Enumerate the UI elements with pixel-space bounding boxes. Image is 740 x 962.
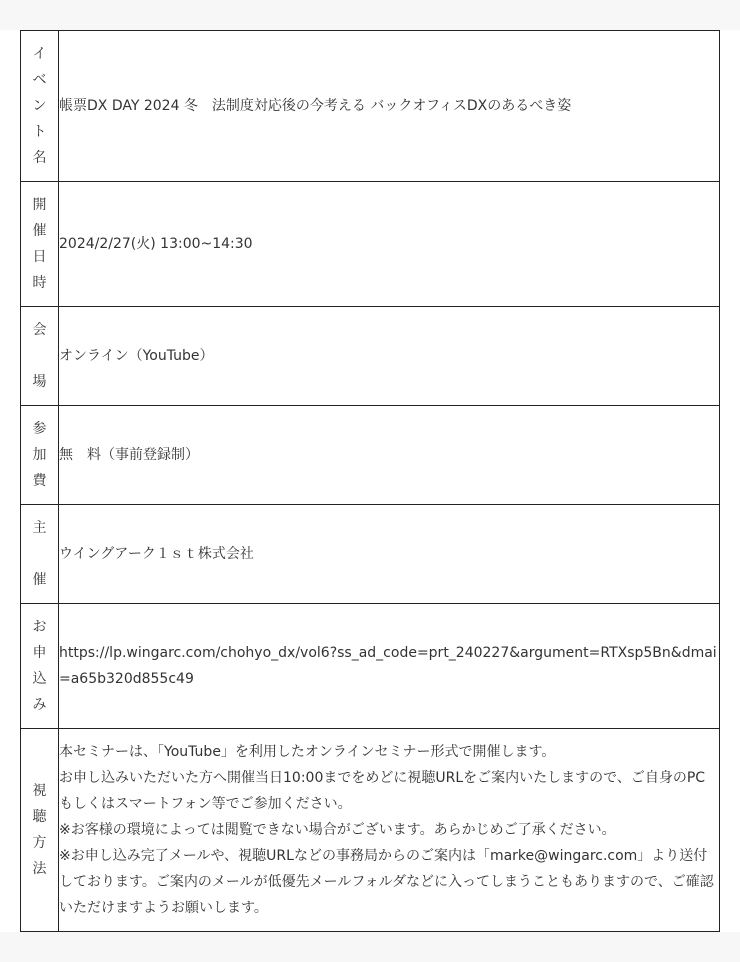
label-char: お xyxy=(32,619,47,635)
label-char: ト xyxy=(32,124,47,140)
label-char: 主 xyxy=(32,520,47,536)
venue-value: オンライン（YouTube） xyxy=(59,307,720,406)
row-label-application xyxy=(21,604,59,729)
viewing-paragraph: お申し込みいただいた方へ開催当日10:00までをめどに視聴URLをご案内いたしますので、ご自身のPCもしくはスマートフォン等でご参加ください。 xyxy=(59,770,706,812)
label-char: 催 xyxy=(32,223,47,239)
viewing-paragraph: ※お客様の環境によっては閲覧できない場合がございます。あらかじめご了承ください。 xyxy=(59,822,616,838)
label-char: 視 xyxy=(32,783,47,799)
row-label-organizer xyxy=(21,505,59,604)
row-label-viewing-method xyxy=(21,729,59,932)
viewing-method-value xyxy=(59,729,720,932)
date-value: 2024/2/27(火) 13:00~14:30 xyxy=(59,182,720,307)
label-char: 加 xyxy=(32,447,47,463)
application-url-value: https://lp.wingarc.com/chohyo_dx/vol6?ss_ad_code=prt_240227&argument=RTXsp5Bn&dmai=a65b320d855c49 xyxy=(59,604,720,729)
label-char: ベ xyxy=(32,72,47,88)
label-char: 聴 xyxy=(32,809,47,825)
fee-value: 無 料（事前登録制） xyxy=(59,406,720,505)
label-char: 費 xyxy=(32,473,47,489)
table-row xyxy=(21,182,720,307)
label-char: 込 xyxy=(32,671,47,687)
viewing-paragraph: ※お申し込み完了メールや、視聴URLなどの事務局からのご案内は「marke@wingarc.com」より送付しております。ご案内のメールが低優先メールフォルダなどに入ってしまうこともありますので、ご確認いただけますようお願いします。 xyxy=(59,848,714,916)
row-label-event-name xyxy=(21,31,59,182)
label-char: 名 xyxy=(32,150,47,166)
table-row xyxy=(21,406,720,505)
label-char: 開 xyxy=(32,197,47,213)
table-row xyxy=(21,31,720,182)
label-char: 申 xyxy=(32,645,47,661)
row-label-date xyxy=(21,182,59,307)
label-char: 参 xyxy=(32,421,47,437)
label-char: イ xyxy=(32,46,47,62)
table-row xyxy=(21,307,720,406)
row-label-venue xyxy=(21,307,59,406)
row-label-fee xyxy=(21,406,59,505)
label-char: ン xyxy=(32,98,47,114)
label-char: 日 xyxy=(32,249,47,265)
label-char: 催 xyxy=(32,572,47,588)
table-row xyxy=(21,729,720,932)
label-char: み xyxy=(32,697,47,713)
label-char: 方 xyxy=(32,835,47,851)
table-row xyxy=(21,505,720,604)
label-char: 法 xyxy=(32,861,47,877)
label-char: 会 xyxy=(32,322,47,338)
label-char: 時 xyxy=(32,275,47,291)
organizer-value: ウイングアーク１ｓｔ株式会社 xyxy=(59,505,720,604)
event-info-table xyxy=(20,30,720,932)
label-char: 場 xyxy=(32,374,47,390)
viewing-paragraph: 本セミナーは、「YouTube」を利用したオンラインセミナー形式で開催します。 xyxy=(59,744,556,760)
event-name-value: 帳票DX DAY 2024 冬 法制度対応後の今考える バックオフィスDXのあるべき姿 xyxy=(59,31,720,182)
table-row xyxy=(21,604,720,729)
